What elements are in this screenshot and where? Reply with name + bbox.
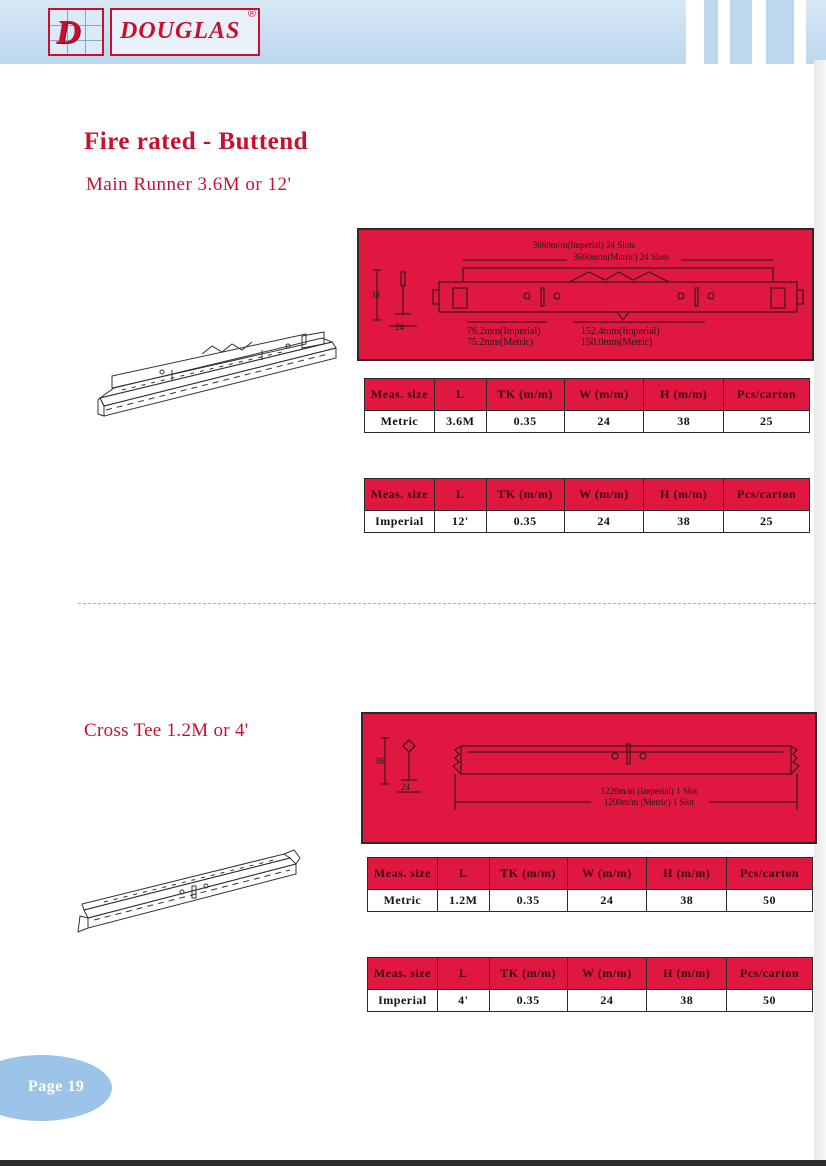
header-pcs: Pcs/carton <box>727 958 813 990</box>
header-h: H (m/m) <box>647 958 727 990</box>
header-pcs: Pcs/carton <box>724 479 810 511</box>
cell-tk: 0.35 <box>486 511 564 533</box>
main-height-label: 38 <box>371 290 380 300</box>
main-width-label: 24 <box>395 322 404 332</box>
cross-length-imperial: 1220m/m (Imperial) 1 Slot <box>600 786 698 796</box>
cell-w: 24 <box>564 411 644 433</box>
cell-l: 12' <box>434 511 486 533</box>
header-meas-size: Meas. size <box>368 958 438 990</box>
header-pcs: Pcs/carton <box>727 858 813 890</box>
table-header-row <box>365 479 810 511</box>
header-h: H (m/m) <box>644 379 724 411</box>
header-gap <box>686 0 704 64</box>
main-runner-imperial-table <box>364 478 810 533</box>
page-number: Page 19 <box>28 1078 85 1095</box>
main-runner-heading: Main Runner 3.6M or 12' <box>86 174 292 195</box>
main-runner-illustration <box>92 330 342 430</box>
header-tk: TK (m/m) <box>489 858 567 890</box>
logo-mark <box>48 8 104 56</box>
cell-meas: Imperial <box>365 511 435 533</box>
header-w: W (m/m) <box>567 858 647 890</box>
cross-tee-illustration <box>74 848 304 948</box>
cell-l: 4' <box>437 990 489 1012</box>
main-runner-metric-table <box>364 378 810 433</box>
header-tk: TK (m/m) <box>489 958 567 990</box>
cell-w: 24 <box>567 990 647 1012</box>
main-runner-drawing <box>357 228 814 361</box>
header-tk: TK (m/m) <box>486 479 564 511</box>
cell-pcs: 50 <box>727 990 813 1012</box>
cross-tee-profile <box>363 714 815 842</box>
cell-h: 38 <box>644 411 724 433</box>
header-l: L <box>434 479 486 511</box>
main-runner-profile <box>359 230 812 359</box>
cell-h: 38 <box>647 890 727 912</box>
header-stripe <box>730 0 752 60</box>
header-h: H (m/m) <box>644 479 724 511</box>
cross-height-label: 38 <box>375 756 384 766</box>
cell-meas: Metric <box>368 890 438 912</box>
cross-width-label: 24 <box>401 782 410 792</box>
cell-tk: 0.35 <box>486 411 564 433</box>
cell-pcs: 50 <box>727 890 813 912</box>
brand-name: DOUGLAS <box>120 18 241 44</box>
registered-mark: ® <box>247 8 256 20</box>
table-header-row <box>368 958 813 990</box>
cell-tk: 0.35 <box>489 890 567 912</box>
header-h: H (m/m) <box>647 858 727 890</box>
header-l: L <box>437 958 489 990</box>
cross-length-metric: 1200m/m (Metric) 1 Slot <box>603 797 695 807</box>
logo-letter: D <box>56 14 81 51</box>
header-pcs: Pcs/carton <box>724 379 810 411</box>
table-row <box>368 890 813 912</box>
cell-pcs: 25 <box>724 411 810 433</box>
table-row <box>365 411 810 433</box>
header-stripe <box>766 0 794 60</box>
cross-tee-imperial-table <box>367 957 813 1012</box>
header-l: L <box>437 858 489 890</box>
page-edge <box>814 60 826 1165</box>
header-w: W (m/m) <box>564 379 644 411</box>
table-header-row <box>368 858 813 890</box>
cell-l: 1.2M <box>437 890 489 912</box>
header-gap <box>794 0 806 64</box>
cell-w: 24 <box>564 511 644 533</box>
header-meas-size: Meas. size <box>368 858 438 890</box>
main-pitch2-imperial: 152.4mm(Imperial) <box>581 326 660 337</box>
cell-pcs: 25 <box>724 511 810 533</box>
cross-tee-drawing <box>361 712 817 844</box>
header-gap <box>718 0 730 64</box>
bottom-edge <box>0 1160 826 1166</box>
cell-w: 24 <box>567 890 647 912</box>
cell-l: 3.6M <box>434 411 486 433</box>
main-pitch1-metric: 75.2mm(Metric) <box>467 337 534 348</box>
cell-meas: Imperial <box>368 990 438 1012</box>
cross-tee-metric-table <box>367 857 813 912</box>
table-row <box>365 511 810 533</box>
main-length-metric: 3600m/m(Metric) 24 Slots <box>573 252 669 262</box>
logo-wordmark <box>110 8 260 56</box>
header-w: W (m/m) <box>567 958 647 990</box>
cell-tk: 0.35 <box>489 990 567 1012</box>
main-length-imperial: 3660m/m(Imperial) 24 Slots <box>532 240 636 250</box>
header-w: W (m/m) <box>564 479 644 511</box>
header-l: L <box>434 379 486 411</box>
table-row <box>368 990 813 1012</box>
cell-h: 38 <box>647 990 727 1012</box>
section-divider <box>78 603 816 604</box>
header-meas-size: Meas. size <box>365 379 435 411</box>
page-title: Fire rated - Buttend <box>84 128 309 155</box>
header-stripe <box>704 0 718 60</box>
cell-h: 38 <box>644 511 724 533</box>
table-header-row <box>365 379 810 411</box>
cell-meas: Metric <box>365 411 435 433</box>
main-pitch2-metric: 150.0mm(Metric) <box>581 337 653 348</box>
cross-tee-heading: Cross Tee 1.2M or 4' <box>84 720 249 741</box>
header-tk: TK (m/m) <box>486 379 564 411</box>
main-pitch1-imperial: 76.2mm(Imperial) <box>467 326 541 337</box>
header-gap <box>752 0 766 64</box>
header-meas-size: Meas. size <box>365 479 435 511</box>
